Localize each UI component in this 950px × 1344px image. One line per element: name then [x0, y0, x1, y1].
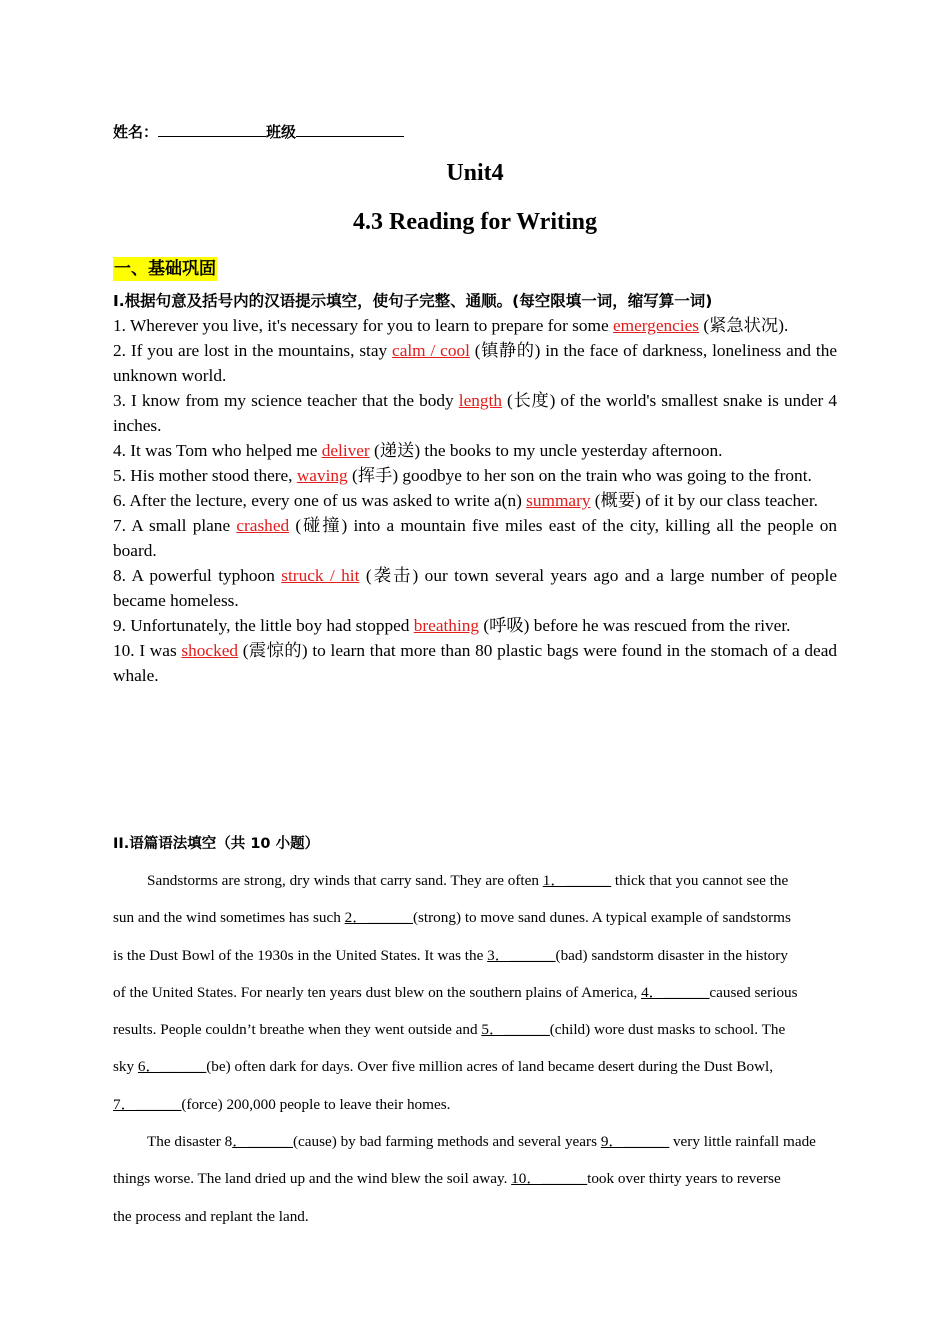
fill-blank[interactable]: 1．______	[542, 872, 612, 889]
vocab-exercise-list	[113, 313, 837, 688]
fill-blank[interactable]: 4．______	[641, 983, 710, 1001]
lesson-title: 4.3 Reading for Writing	[352, 209, 598, 235]
name-label: 姓名：	[113, 123, 159, 141]
fill-blank[interactable]: 9．______	[600, 1133, 670, 1150]
class-label: 班级	[266, 123, 297, 141]
passage-line: 7．______(force) 200,000 people to leave their homes.	[113, 1095, 451, 1113]
passage-paragraph-one	[113, 862, 873, 1123]
part-one-heading: I.根据句意及括号内的汉语提示填空，使句子完整、通顺。(每空限填一词，缩写算一词)	[113, 292, 713, 310]
answer-text: length	[458, 391, 502, 410]
passage-line: things worse. The land dried up and the wind blew the soil away. 10．______took over thirty years to reverse	[113, 1170, 781, 1188]
answer-text: struck / hit	[281, 566, 360, 585]
passage-paragraph-two	[113, 1123, 873, 1235]
unit-title: Unit4	[446, 160, 504, 186]
answer-text: shocked	[181, 641, 239, 660]
name-class-line	[113, 121, 404, 142]
answer-text: summary	[526, 491, 591, 510]
passage-line: Sandstorms are strong, dry winds that carry sand. They are often 1．______ thick that you cannot see the	[147, 872, 789, 889]
fill-blank[interactable]: 10．______	[511, 1170, 588, 1188]
passage-line: the process and replant the land.	[113, 1207, 309, 1225]
part-two-heading: II.语篇语法填空（共 10 小题）	[113, 836, 320, 852]
exercise-item: 1. Wherever you live, it's necessary for you to learn to prepare for some emergencies (紧急状况).	[113, 316, 789, 335]
answer-text: breathing	[413, 616, 480, 635]
answer-text: waving	[296, 466, 348, 485]
exercise-item: 10. I was shocked (震惊的) to learn that more than 80 plastic bags were found in the stomach of a dead whale.	[113, 641, 838, 685]
fill-blank[interactable]: 7．______	[113, 1095, 182, 1113]
fill-blank[interactable]: 3．______	[487, 946, 556, 964]
fill-blank[interactable]: 5．______	[481, 1021, 550, 1039]
passage-line: is the Dust Bowl of the 1930s in the United States. It was the 3．______(bad) sandstorm disaster in the history	[113, 946, 788, 964]
exercise-item: 6. After the lecture, every one of us was asked to write a(n) summary (概要) of it by our class teacher.	[113, 491, 818, 510]
fill-blank[interactable]: 6．______	[137, 1058, 207, 1076]
class-field[interactable]	[296, 122, 404, 137]
exercise-item: 5. His mother stood there, waving (挥手) goodbye to her son on the train who was going to the front.	[113, 466, 812, 485]
name-field[interactable]	[158, 122, 266, 137]
exercise-item: 8. A powerful typhoon struck / hit (袭击) our town several years ago and a large number of people became homeless.	[113, 566, 837, 610]
passage-line: The disaster 8．______(cause) by bad farming methods and several years 9．______ very little rainfall made	[147, 1133, 816, 1150]
fill-blank[interactable]: ．______	[232, 1133, 293, 1150]
exercise-item: 4. It was Tom who helped me deliver (递送) the books to my uncle yesterday afternoon.	[113, 441, 723, 460]
exercise-item: 7. A small plane crashed (碰撞) into a mountain five miles east of the city, killing all the people on board.	[113, 516, 838, 560]
section-one-heading: 一、基础巩固	[114, 259, 216, 279]
fill-blank[interactable]: 2．______	[344, 909, 413, 927]
exercise-item: 2. If you are lost in the mountains, stay calm / cool (镇静的) in the face of darkness, loneliness and the unknown world.	[113, 341, 838, 385]
passage-line: sun and the wind sometimes has such 2．______(strong) to move sand dunes. A typical example of sandstorms	[113, 909, 791, 927]
exercise-item: 9. Unfortunately, the little boy had stopped breathing (呼吸) before he was rescued from the river.	[113, 616, 791, 635]
answer-text: crashed	[236, 516, 290, 535]
passage-line: of the United States. For nearly ten years dust blew on the southern plains of America, 4．______caused serious	[113, 983, 798, 1001]
exercise-item: 3. I know from my science teacher that the body length (长度) of the world's smallest snake is under 4 inches.	[113, 391, 838, 435]
answer-text: calm / cool	[392, 341, 470, 360]
passage-line: results. People couldn’t breathe when they went outside and 5．______(child) wore dust masks to school. The	[113, 1021, 786, 1039]
answer-text: deliver	[321, 441, 370, 460]
answer-text: emergencies	[612, 316, 699, 335]
passage-line: sky 6．______(be) often dark for days. Over five million acres of land became desert during the Dust Bowl,	[113, 1058, 774, 1076]
